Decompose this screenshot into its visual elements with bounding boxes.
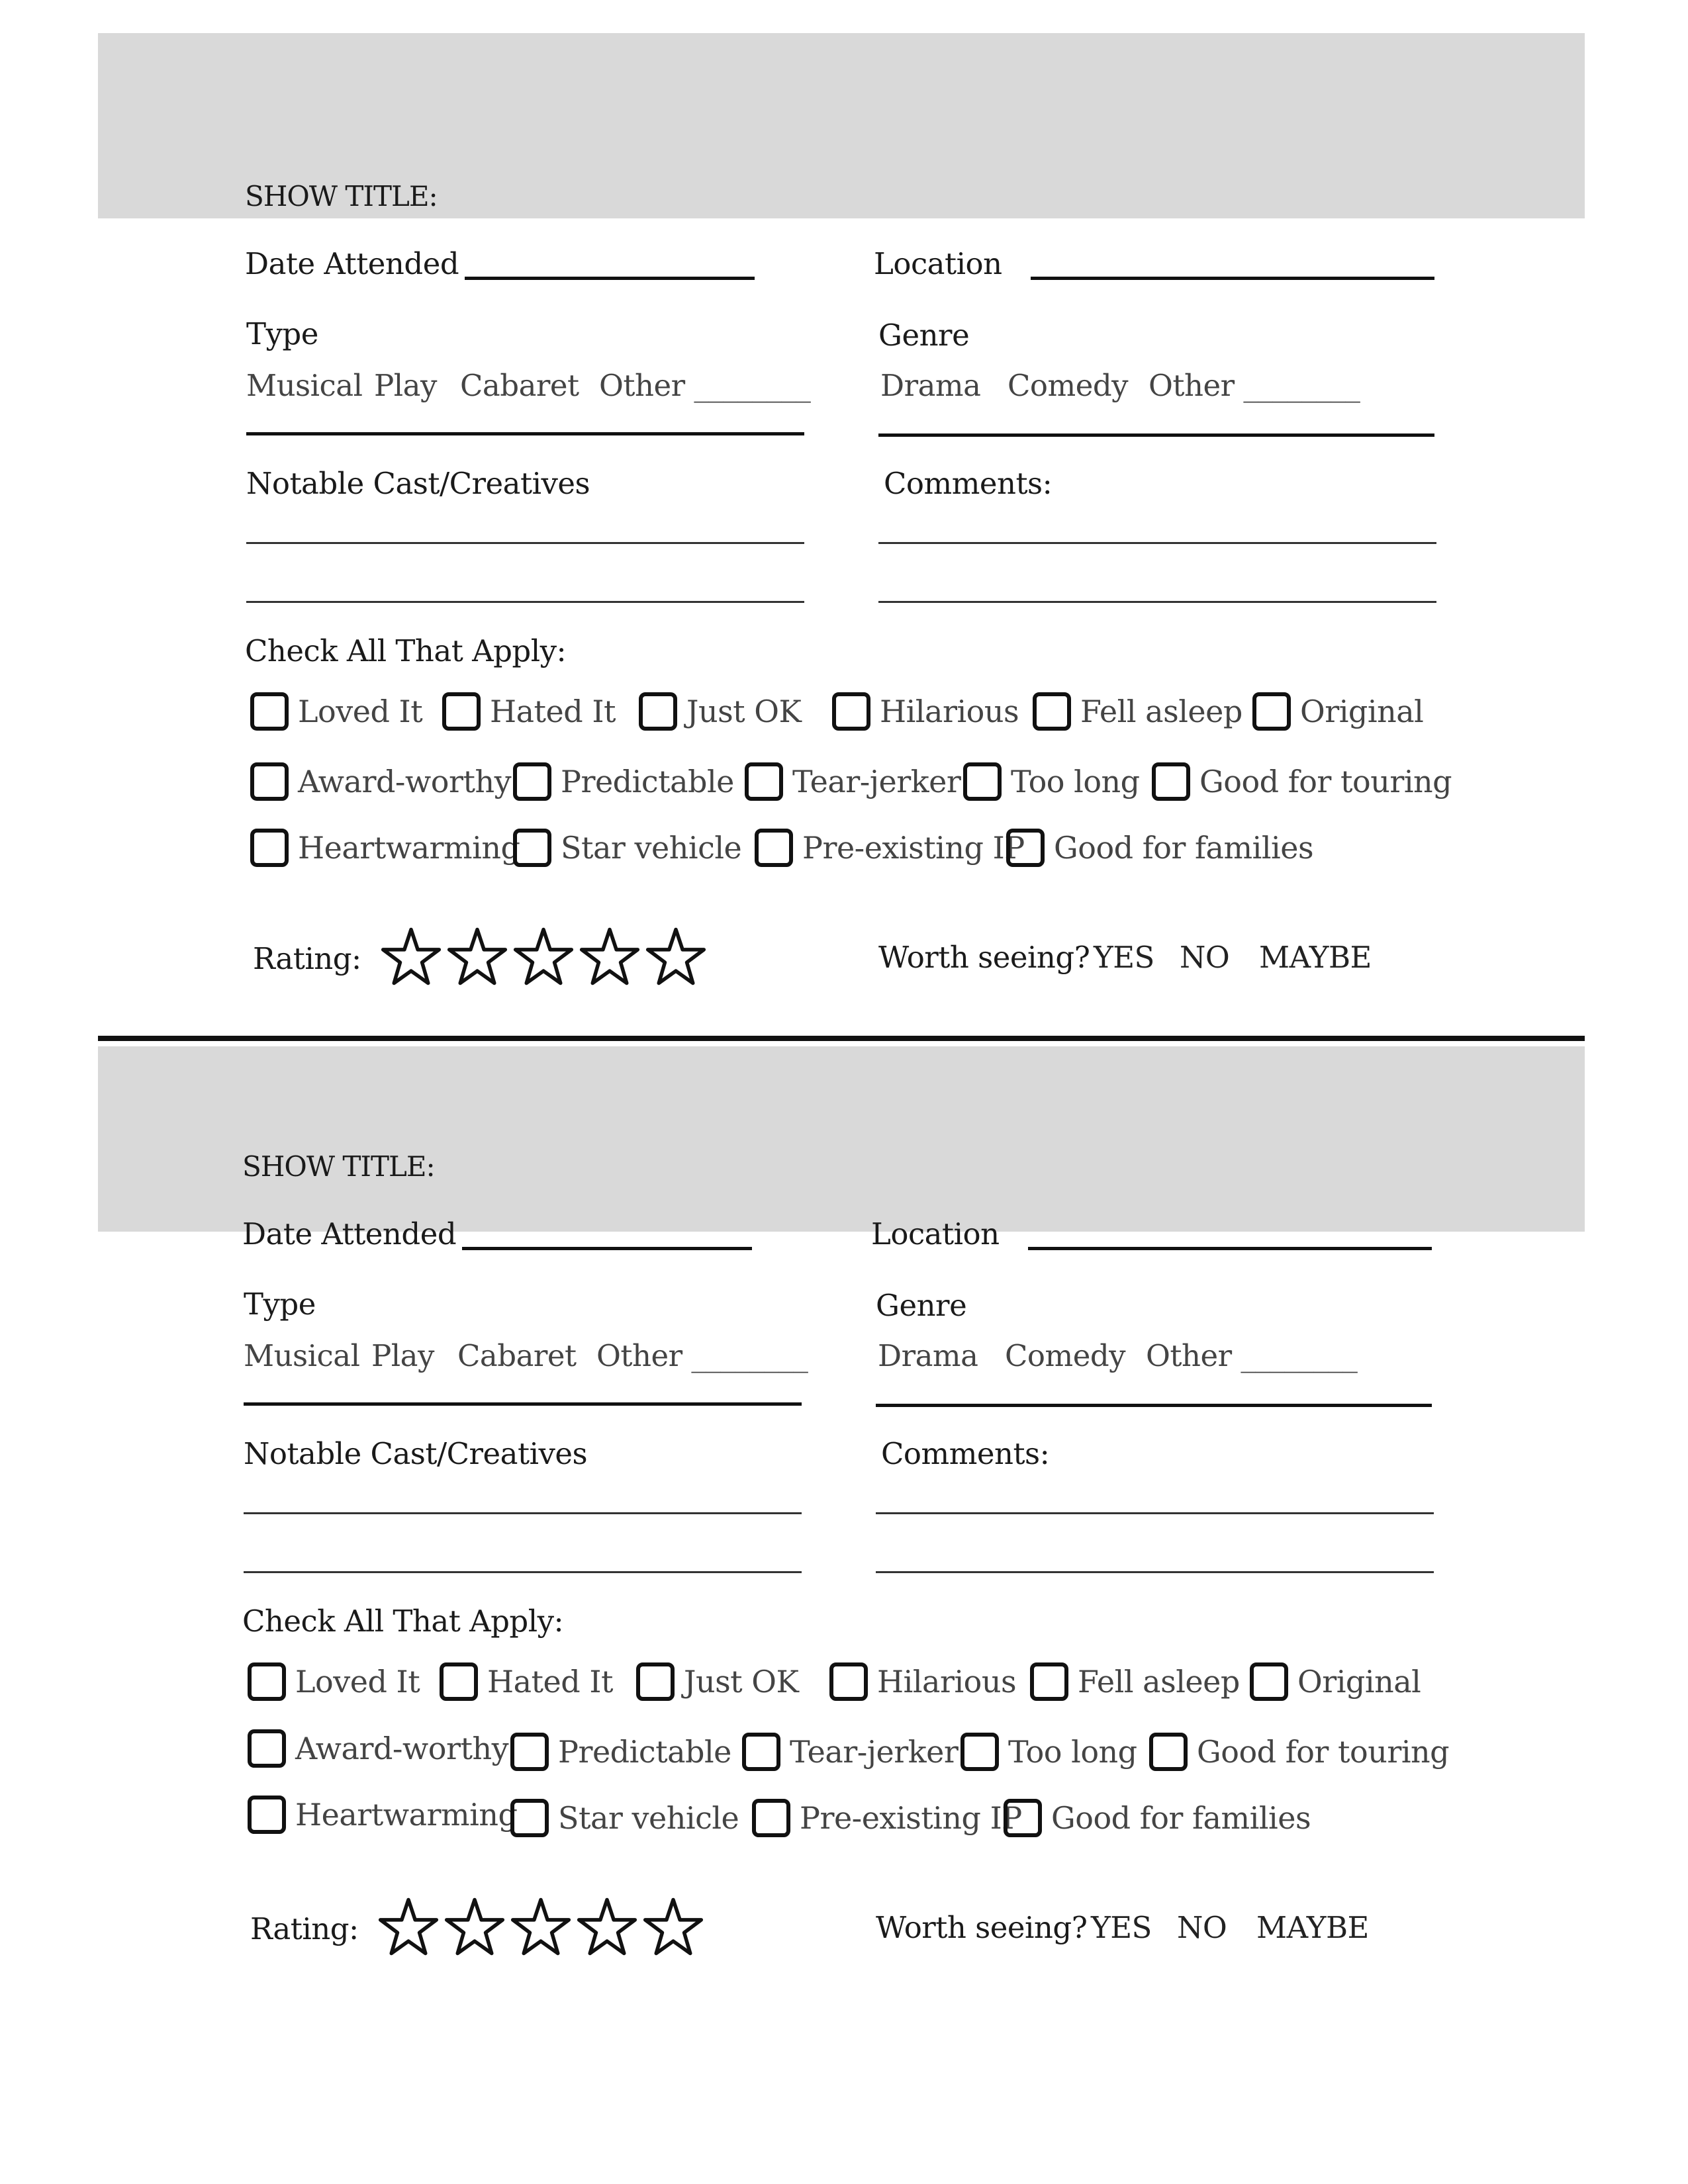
review-card-2 xyxy=(0,970,1688,1946)
checkbox-box[interactable] xyxy=(639,692,677,731)
type-label: Type xyxy=(244,1287,316,1322)
checkbox-box[interactable] xyxy=(755,829,793,867)
checkbox-just-ok[interactable] xyxy=(639,692,801,731)
checkbox-tear-jerker[interactable] xyxy=(742,1733,958,1771)
checkbox-label: Heartwarming xyxy=(298,830,520,866)
star-icon[interactable] xyxy=(510,1897,571,1956)
checkbox-label: Predictable xyxy=(558,1734,731,1770)
checkbox-box[interactable] xyxy=(250,762,289,801)
worth-seeing-label: Worth seeing? xyxy=(876,1910,1088,1945)
checkbox-too-long[interactable] xyxy=(963,762,1140,801)
checkbox-box[interactable] xyxy=(1033,692,1071,731)
type-label: Type xyxy=(246,316,318,351)
checkbox-label: Just OK xyxy=(684,1664,799,1700)
rating-stars[interactable] xyxy=(378,1897,704,1956)
comments-line[interactable] xyxy=(876,1571,1434,1573)
date-attended-label: Date Attended xyxy=(242,1216,457,1251)
checkbox-box[interactable] xyxy=(961,1733,999,1771)
checkbox-box[interactable] xyxy=(636,1662,675,1701)
checkbox-just-ok[interactable] xyxy=(636,1662,798,1701)
worth-seeing-label: Worth seeing? xyxy=(878,940,1090,975)
worth-option-maybe[interactable]: MAYBE xyxy=(1259,940,1372,975)
checkbox-award-worthy[interactable] xyxy=(250,762,511,801)
checkbox-label: Just OK xyxy=(686,694,802,729)
checkbox-label: Tear-jerker xyxy=(792,764,961,799)
checkbox-label: Too long xyxy=(1008,1734,1137,1770)
checkbox-good-for-families[interactable] xyxy=(1006,829,1313,867)
comments-line[interactable] xyxy=(878,542,1436,544)
checkbox-box[interactable] xyxy=(1252,692,1291,731)
type-option[interactable]: Cabaret xyxy=(460,368,579,403)
cast-label: Notable Cast/Creatives xyxy=(246,466,590,501)
star-icon[interactable] xyxy=(378,1897,439,1956)
checkbox-predictable[interactable] xyxy=(510,1733,731,1771)
checkbox-box[interactable] xyxy=(513,829,551,867)
checkbox-label: Fell asleep xyxy=(1080,694,1243,729)
checkbox-box[interactable] xyxy=(745,762,783,801)
checkbox-hilarious[interactable] xyxy=(829,1662,1016,1701)
checkbox-label: Predictable xyxy=(561,764,734,799)
checkbox-label: Hated It xyxy=(490,694,616,729)
checkbox-label: Too long xyxy=(1011,764,1140,799)
checkbox-star-vehicle[interactable] xyxy=(513,829,741,867)
checkbox-original[interactable] xyxy=(1250,1662,1421,1701)
worth-option-yes[interactable]: YES xyxy=(1091,1910,1152,1945)
date-attended-line[interactable] xyxy=(462,1247,752,1250)
checkbox-box[interactable] xyxy=(510,1799,549,1837)
checkbox-box[interactable] xyxy=(250,692,289,731)
checkbox-label: Hilarious xyxy=(877,1664,1017,1700)
checkbox-box[interactable] xyxy=(1006,829,1045,867)
check-all-label: Check All That Apply: xyxy=(242,1604,564,1639)
checkbox-good-for-families[interactable] xyxy=(1004,1799,1311,1837)
checkbox-label: Good for touring xyxy=(1197,1734,1450,1770)
checkbox-loved-it[interactable] xyxy=(248,1662,420,1701)
cast-line[interactable] xyxy=(246,601,804,603)
genre-option[interactable]: Comedy xyxy=(1008,368,1129,403)
checkbox-label: Good for touring xyxy=(1199,764,1452,799)
genre-option[interactable]: Comedy xyxy=(1005,1338,1126,1373)
star-icon[interactable] xyxy=(577,1897,637,1956)
star-icon[interactable] xyxy=(444,1897,505,1956)
checkbox-box[interactable] xyxy=(742,1733,780,1771)
checkbox-heartwarming[interactable] xyxy=(248,1796,517,1834)
show-title-label: SHOW TITLE: xyxy=(245,180,438,212)
checkbox-good-for-touring[interactable] xyxy=(1149,1733,1449,1771)
checkbox-box[interactable] xyxy=(248,1796,286,1834)
checkbox-label: Original xyxy=(1300,694,1424,729)
type-option[interactable]: Cabaret xyxy=(457,1338,577,1373)
type-option[interactable]: Play xyxy=(371,1338,434,1373)
checkbox-box[interactable] xyxy=(510,1733,549,1771)
review-card-1 xyxy=(0,0,1688,976)
checkbox-hated-it[interactable] xyxy=(442,692,616,731)
cast-line[interactable] xyxy=(244,1571,802,1573)
checkbox-box[interactable] xyxy=(752,1799,790,1837)
cast-line[interactable] xyxy=(246,542,804,544)
checkbox-label: Tear-jerker xyxy=(790,1734,959,1770)
checkbox-box[interactable] xyxy=(442,692,481,731)
checkbox-label: Hilarious xyxy=(880,694,1019,729)
location-line[interactable] xyxy=(1031,277,1434,280)
type-option-other[interactable]: Other ________ xyxy=(599,368,811,403)
worth-option-maybe[interactable]: MAYBE xyxy=(1256,1910,1369,1945)
check-all-label: Check All That Apply: xyxy=(245,633,567,668)
checkbox-box[interactable] xyxy=(832,692,870,731)
checkbox-pre-existing-ip[interactable] xyxy=(752,1799,1022,1837)
checkbox-good-for-touring[interactable] xyxy=(1152,762,1452,801)
checkbox-label: Heartwarming xyxy=(295,1797,518,1833)
genre-label: Genre xyxy=(878,318,970,353)
checkbox-label: Good for families xyxy=(1054,830,1314,866)
checkbox-label: Original xyxy=(1297,1664,1421,1700)
checkbox-label: Pre-existing IP xyxy=(802,830,1025,866)
show-title-label: SHOW TITLE: xyxy=(242,1150,435,1183)
checkbox-box[interactable] xyxy=(963,762,1002,801)
checkbox-predictable[interactable] xyxy=(513,762,734,801)
checkbox-label: Hated It xyxy=(487,1664,613,1700)
checkbox-star-vehicle[interactable] xyxy=(510,1799,739,1837)
checkbox-too-long[interactable] xyxy=(961,1733,1137,1771)
location-label: Location xyxy=(874,246,1002,281)
checkbox-fell-asleep[interactable] xyxy=(1033,692,1243,731)
checkbox-label: Pre-existing IP xyxy=(800,1800,1022,1836)
checkbox-fell-asleep[interactable] xyxy=(1030,1662,1240,1701)
checkbox-hilarious[interactable] xyxy=(832,692,1019,731)
checkbox-box[interactable] xyxy=(248,1662,286,1701)
star-icon[interactable] xyxy=(643,1897,704,1956)
checkbox-label: Fell asleep xyxy=(1078,1664,1240,1700)
checkbox-box[interactable] xyxy=(440,1662,478,1701)
cast-label: Notable Cast/Creatives xyxy=(244,1436,588,1471)
checkbox-box[interactable] xyxy=(1152,762,1190,801)
checkbox-pre-existing-ip[interactable] xyxy=(755,829,1025,867)
type-option-other[interactable]: Other ________ xyxy=(596,1338,808,1373)
checkbox-label: Award-worthy xyxy=(295,1731,509,1766)
checkbox-box[interactable] xyxy=(513,762,551,801)
worth-option-yes[interactable]: YES xyxy=(1094,940,1154,975)
rating-label: Rating: xyxy=(250,1911,359,1946)
genre-label: Genre xyxy=(876,1288,967,1323)
rating-label: Rating: xyxy=(253,941,361,976)
checkbox-box[interactable] xyxy=(250,829,289,867)
checkbox-label: Star vehicle xyxy=(561,830,742,866)
type-underline xyxy=(246,432,804,435)
checkbox-award-worthy[interactable] xyxy=(248,1729,508,1768)
worth-option-no[interactable]: NO xyxy=(1180,940,1230,975)
checkbox-hated-it[interactable] xyxy=(440,1662,613,1701)
date-attended-line[interactable] xyxy=(465,277,755,280)
checkbox-box[interactable] xyxy=(248,1729,286,1768)
date-attended-label: Date Attended xyxy=(245,246,459,281)
comments-line[interactable] xyxy=(878,601,1436,603)
comments-label: Comments: xyxy=(884,466,1053,501)
genre-underline xyxy=(876,1404,1432,1407)
checkbox-box[interactable] xyxy=(1004,1799,1042,1837)
type-option[interactable]: Musical xyxy=(246,368,363,403)
checkbox-original[interactable] xyxy=(1252,692,1423,731)
type-option[interactable]: Play xyxy=(374,368,437,403)
cast-line[interactable] xyxy=(244,1512,802,1514)
worth-option-no[interactable]: NO xyxy=(1177,1910,1227,1945)
genre-option[interactable]: Drama xyxy=(880,368,981,403)
location-line[interactable] xyxy=(1028,1247,1432,1250)
checkbox-box[interactable] xyxy=(1149,1733,1188,1771)
checkbox-label: Award-worthy xyxy=(298,764,512,799)
genre-option-other[interactable]: Other ________ xyxy=(1149,368,1360,403)
genre-underline xyxy=(878,433,1434,437)
genre-option[interactable]: Drama xyxy=(878,1338,978,1373)
checkbox-label: Star vehicle xyxy=(558,1800,739,1836)
type-option[interactable]: Musical xyxy=(244,1338,360,1373)
comments-line[interactable] xyxy=(876,1512,1434,1514)
genre-option-other[interactable]: Other ________ xyxy=(1146,1338,1358,1373)
checkbox-heartwarming[interactable] xyxy=(250,829,520,867)
type-underline xyxy=(244,1402,802,1406)
checkbox-box[interactable] xyxy=(1250,1662,1288,1701)
comments-label: Comments: xyxy=(881,1436,1050,1471)
checkbox-label: Loved It xyxy=(295,1664,420,1700)
checkbox-box[interactable] xyxy=(829,1662,868,1701)
checkbox-label: Loved It xyxy=(298,694,423,729)
checkbox-tear-jerker[interactable] xyxy=(745,762,961,801)
location-label: Location xyxy=(871,1216,1000,1251)
title-band xyxy=(98,1046,1585,1232)
checkbox-box[interactable] xyxy=(1030,1662,1068,1701)
checkbox-label: Good for families xyxy=(1051,1800,1311,1836)
checkbox-loved-it[interactable] xyxy=(250,692,422,731)
